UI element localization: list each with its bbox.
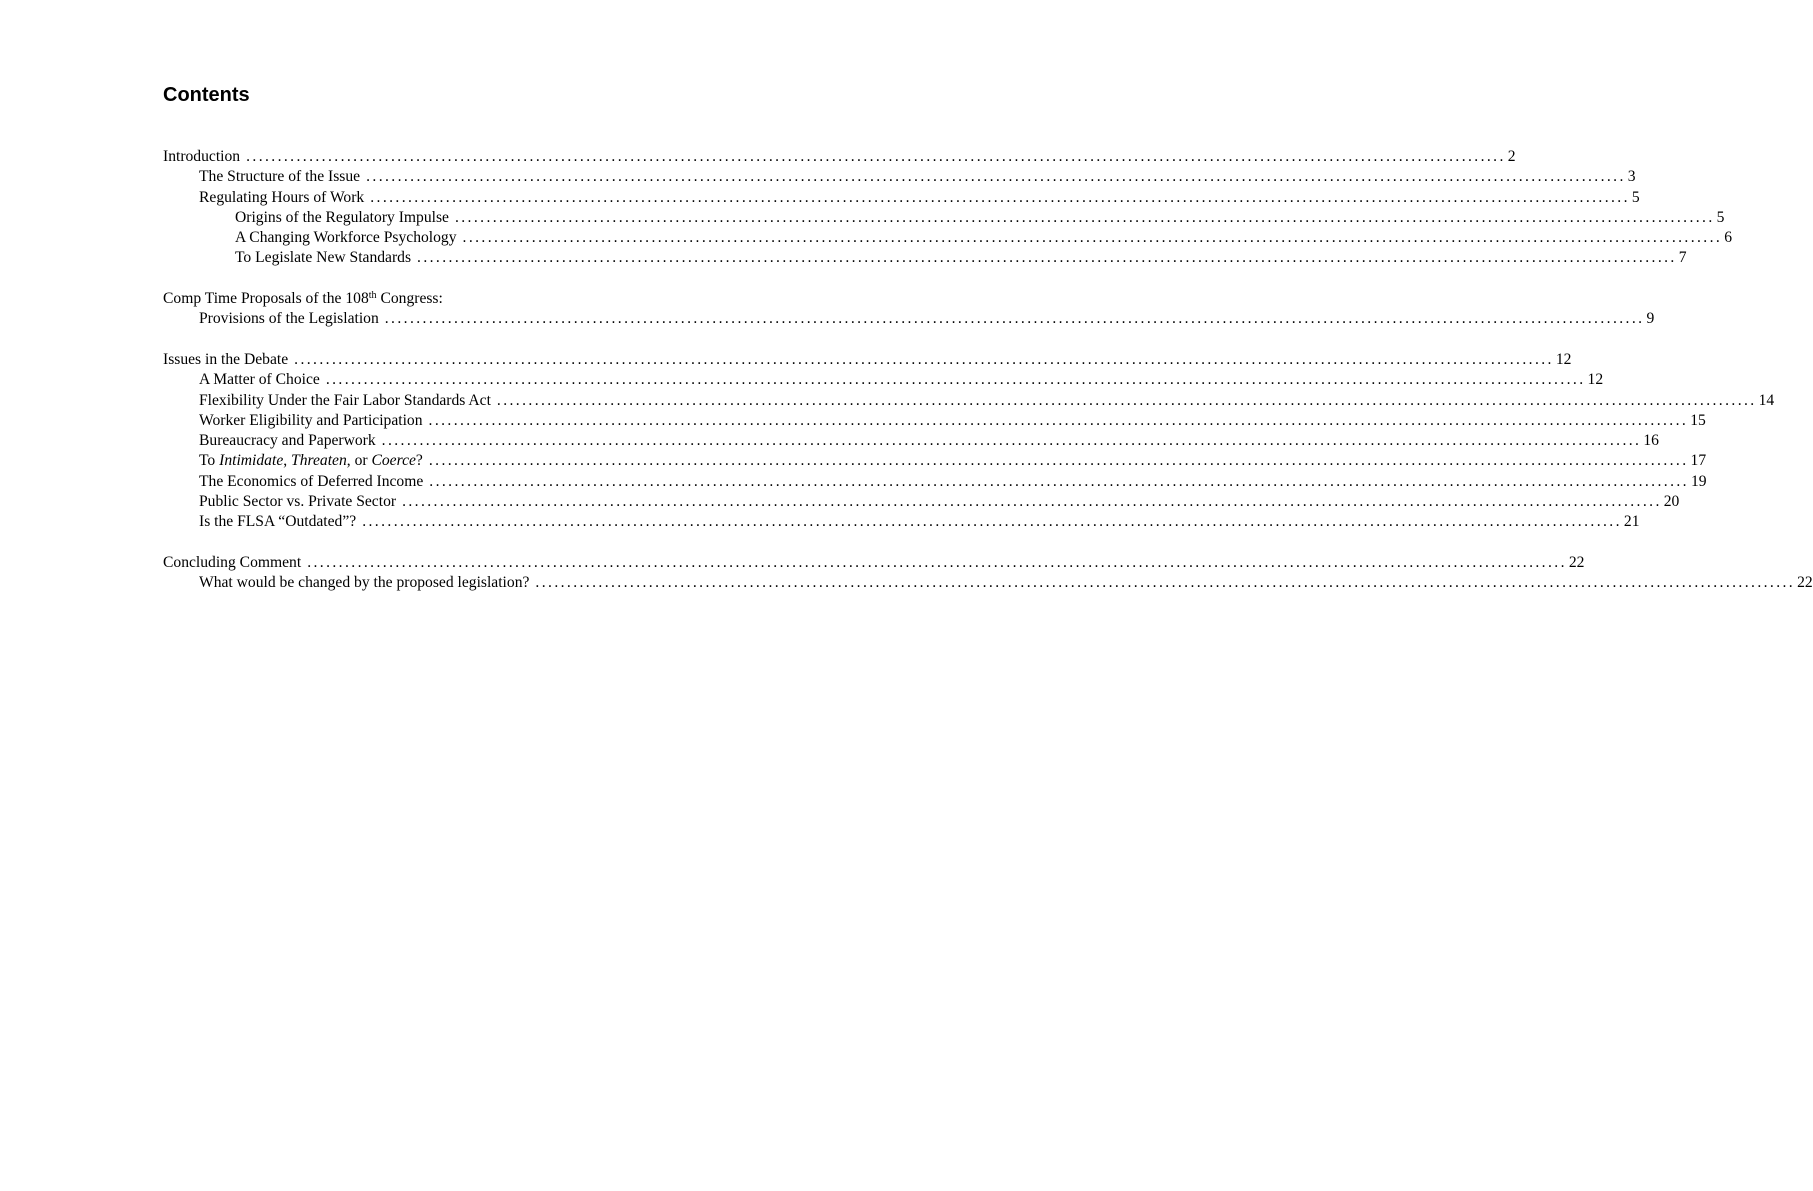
title-part: To: [199, 452, 220, 470]
toc-entry-title: Provisions of the Legislation: [199, 310, 379, 328]
title-part-italic: Intimidate: [219, 452, 284, 470]
dot-leader: ........................................................................................................................................................................................................: [307, 553, 1567, 571]
toc-entry-page: 21: [1623, 513, 1640, 531]
toc-entry-title: Issues in the Debate: [163, 350, 289, 368]
dot-leader: ........................................................................................................................................................................................................: [366, 168, 1626, 186]
toc-entry-issues[interactable]: [163, 350, 1572, 370]
toc-entry-title: Bureaucracy and Paperwork: [199, 432, 376, 450]
toc-entry-page: 3: [1627, 168, 1636, 186]
title-part-italic: Coerce: [371, 452, 416, 470]
toc-entry-comp-time[interactable]: [163, 289, 758, 309]
dot-leader: ........................................................................................................................................................................................................: [428, 411, 1689, 429]
dot-leader: ........................................................................................................................................................................................................: [454, 208, 1715, 226]
toc-entry-title: To Legislate New Standards: [235, 249, 412, 267]
table-of-contents: [163, 147, 1813, 594]
toc-entry-structure[interactable]: [163, 167, 1636, 187]
toc-entry-page: 20: [1663, 493, 1680, 511]
toc-entry-outdated[interactable]: [163, 512, 1640, 532]
toc-entry-title: Concluding Comment: [163, 553, 302, 571]
toc-entry-title: Public Sector vs. Private Sector: [199, 493, 397, 511]
toc-entry-page: 6: [1724, 229, 1732, 247]
toc-entry-page: 5: [1716, 208, 1725, 226]
dot-leader: ........................................................................................................................................................................................................: [428, 452, 1689, 470]
dot-leader: ........................................................................................................................................................................................................: [246, 148, 1506, 165]
toc-entry-intimidate[interactable]: [163, 451, 1707, 471]
toc-entry-eligibility[interactable]: [163, 411, 1706, 431]
title-part: Congress:: [376, 290, 443, 308]
title-part: Comp Time Proposals of the 108: [163, 290, 369, 308]
toc-entry-title: Introduction: [163, 148, 241, 165]
dot-leader: ........................................................................................................................................................................................................: [381, 432, 1642, 450]
toc-entry-title: Regulating Hours of Work: [199, 188, 365, 206]
toc-entry-page: 14: [1758, 391, 1775, 409]
ordinal-suffix: th: [368, 290, 377, 302]
toc-entry-concluding[interactable]: [163, 553, 1585, 573]
toc-entry-page: 17: [1690, 452, 1707, 470]
toc-entry-title: The Economics of Deferred Income: [199, 472, 424, 490]
toc-entry-title: A Matter of Choice: [199, 371, 320, 389]
dot-leader: ........................................................................................................................................................................................................: [294, 350, 1554, 368]
toc-entry-page: 7: [1678, 249, 1687, 267]
title-part: , or: [346, 452, 372, 470]
toc-entry-page: 15: [1690, 411, 1706, 429]
dot-leader: ........................................................................................................................................................................................................: [417, 249, 1677, 267]
title-part: ?: [415, 452, 423, 470]
title-part: ,: [283, 452, 292, 470]
dot-leader: ........................................................................................................................................................................................................: [496, 391, 1757, 409]
toc-entry-legislate[interactable]: [163, 248, 1687, 268]
page-title: Contents: [163, 84, 250, 106]
toc-entry-provisions[interactable]: [163, 309, 1655, 329]
toc-entry-page: 12: [1587, 371, 1604, 389]
dot-leader: ........................................................................................................................................................................................................: [362, 513, 1622, 531]
toc-entry-page: 12: [1555, 350, 1572, 368]
toc-entry-flexibility[interactable]: [163, 391, 1775, 411]
dot-leader: ........................................................................................................................................................................................................: [370, 188, 1630, 206]
toc-entry-choice[interactable]: [163, 370, 1604, 390]
toc-entry-page: 2: [1507, 148, 1516, 165]
toc-entry-economics[interactable]: [163, 472, 1707, 492]
toc-entry-page: 22: [1797, 574, 1813, 592]
dot-leader: ........................................................................................................................................................................................................: [462, 229, 1723, 247]
dot-leader: ........................................................................................................................................................................................................: [429, 472, 1689, 490]
dot-leader: ........................................................................................................................................................................................................: [384, 310, 1645, 328]
toc-entry-title: The Structure of the Issue: [199, 168, 361, 186]
toc-entry-page: 22: [1568, 553, 1585, 571]
toc-entry-title: Worker Eligibility and Participation: [199, 411, 423, 429]
toc-entry-origins[interactable]: [163, 208, 1725, 228]
toc-entry-title: [199, 451, 423, 471]
toc-entry-page: 5: [1631, 188, 1640, 206]
toc-entry-bureaucracy[interactable]: [163, 431, 1659, 451]
toc-entry-page: 19: [1690, 472, 1707, 490]
toc-entry-introduction[interactable]: [163, 147, 1516, 167]
toc-entry-page: 16: [1643, 432, 1659, 450]
toc-entry-regulating[interactable]: [163, 188, 1640, 208]
dot-leader: ........................................................................................................................................................................................................: [325, 371, 1586, 389]
toc-entry-title: Flexibility Under the Fair Labor Standards Act: [199, 391, 491, 409]
toc-entry-title: What would be changed by the proposed legislation?: [199, 574, 530, 592]
toc-entry-public-sector[interactable]: [163, 492, 1680, 512]
dot-leader: ........................................................................................................................................................................................................: [535, 574, 1796, 592]
toc-entry-title: [163, 289, 443, 309]
toc-entry-workforce[interactable]: [163, 228, 1732, 248]
toc-entry-title: Origins of the Regulatory Impulse: [235, 208, 449, 226]
toc-entry-title: Is the FLSA “Outdated”?: [199, 513, 357, 531]
dot-leader: ........................................................................................................................................................................................................: [402, 493, 1662, 511]
title-part-italic: Threaten: [291, 452, 347, 470]
toc-entry-changed[interactable]: [163, 573, 1813, 593]
toc-entry-title: A Changing Workforce Psychology: [235, 229, 457, 247]
toc-entry-page: 9: [1646, 310, 1655, 328]
